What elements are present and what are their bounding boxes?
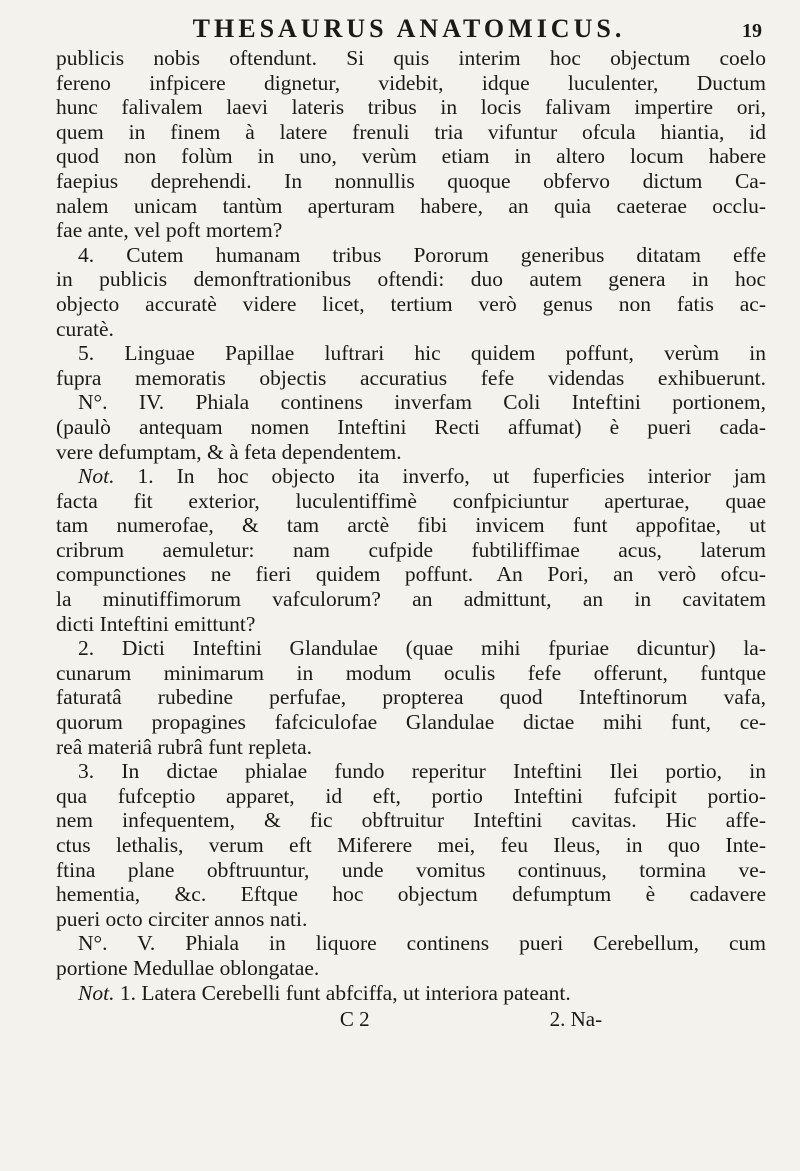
- text-line: dicti Inteftini emittunt?: [56, 611, 256, 636]
- text-line: hunc falivalem laevi lateris tribus in locis falivam impertire ori,: [56, 95, 766, 120]
- text-line: cunarum minimarum in modum oculis fefe offerunt, funtque: [56, 660, 766, 685]
- text-line: (paulò antequam nomen Inteftini Recti affumat) è pueri cada-: [56, 414, 766, 439]
- text-line: faepius deprehendi. In nonnullis quoque obfervo dictum Ca-: [56, 168, 766, 193]
- text-line: publicis nobis oftendunt. Si quis interim hoc objectum coelo: [56, 46, 766, 70]
- text-line: fupra memoratis objectis accuratius fefe videndas exhibuerunt.: [56, 365, 766, 390]
- note-label: Not.: [78, 980, 115, 1005]
- text-line: vere defumptam, & à feta dependentem.: [56, 439, 402, 464]
- text-line: reâ materiâ rubrâ funt repleta.: [56, 734, 313, 759]
- text-line: compunctiones ne fieri quidem poffunt. An Pori, an verò ofcu-: [56, 562, 766, 587]
- text-line: quod non folùm in uno, verùm etiam in altero locum habere: [56, 144, 766, 169]
- text-line: ctus lethalis, verum eft Miferere mei, feu Ileus, in quo Inte-: [56, 833, 766, 857]
- text-line: la minutiffimorum vafculorum? an admittunt, an in cavitatem: [56, 587, 766, 612]
- text-line: faturatâ rubedine perfufae, propterea quod Inteftinorum vafa,: [56, 685, 766, 710]
- text-line: curatè.: [56, 316, 114, 341]
- text-line: fereno infpicere dignetur, videbit, idque luculenter, Ductum: [56, 70, 766, 95]
- text-line: qua fufceptio apparet, id eft, portio Inteftini fufcipit portio-: [56, 783, 766, 808]
- text-line: 5. Linguae Papillae luftrari hic quidem poffunt, verùm in: [78, 341, 766, 366]
- running-title: THESAURUS ANATOMICUS.: [192, 14, 626, 43]
- page-number: 19: [742, 20, 762, 42]
- text-line: 2. Dicti Inteftini Glandulae (quae mihi fpuriae dicuntur) la-: [78, 636, 766, 661]
- text-line: nalem unicam tantùm aperturam habere, an quia caeterae occlu-: [56, 193, 766, 218]
- text-line: hementia, &c. Eftque hoc objectum defumptum è cadavere: [56, 882, 766, 907]
- text-line: objecto accuratè videre licet, tertium verò genus non fatis ac-: [56, 291, 766, 316]
- line-text: 1. Latera Cerebelli funt abfciffa, ut interiora pateant.: [114, 980, 571, 1005]
- running-head: [56, 14, 766, 44]
- text-line: tam numerofae, & tam arctè fibi invicem funt appofitae, ut: [56, 513, 766, 538]
- text-line: 3. In dictae phialae fundo reperitur Inteftini Ilei portio, in: [78, 759, 766, 784]
- text-line: N°. IV. Phiala continens inverfam Coli Inteftini portionem,: [78, 390, 766, 415]
- note-label: Not.: [78, 464, 115, 489]
- text-line: in publicis demonftrationibus oftendi: duo autem genera in hoc: [56, 267, 766, 292]
- line-text: 1. In hoc objecto ita inverfo, ut fuperficies interior jam: [114, 464, 766, 489]
- text-line: portione Medullae oblongatae.: [56, 955, 320, 980]
- text-line: quorum propagines fafciculofae Glandulae dictae mihi funt, ce-: [56, 710, 766, 735]
- text-line: pueri octo circiter annos nati.: [56, 906, 308, 931]
- text-line: facta fit exterior, luculentiffimè confpiciuntur aperturae, quae: [56, 488, 766, 513]
- text-line: nem infequentem, & fic obftruitur Inteftini cavitas. Hic affe-: [56, 808, 766, 833]
- text-line: cribrum aemuletur: nam cufpide fubtiliffimae acus, laterum: [56, 537, 766, 562]
- text-line: N°. V. Phiala in liquore continens pueri Cerebellum, cum: [78, 931, 766, 956]
- footer-line: [56, 1007, 766, 1032]
- body-text: [56, 46, 766, 1005]
- text-line: fae ante, vel poft mortem?: [56, 218, 283, 243]
- text-line: quem in finem à latere frenuli tria vifuntur ofcula hiantia, id: [56, 119, 766, 144]
- text-line: [56, 981, 766, 1006]
- signature-mark: C 2: [339, 1007, 370, 1032]
- catchword: 2. Na-: [549, 1007, 603, 1032]
- text-line: ftina plane obftruuntur, unde vomitus continuus, tormina ve-: [56, 857, 766, 882]
- text-line: [56, 464, 766, 489]
- text-line: 4. Cutem humanam tribus Pororum generibus ditatam effe: [78, 242, 766, 267]
